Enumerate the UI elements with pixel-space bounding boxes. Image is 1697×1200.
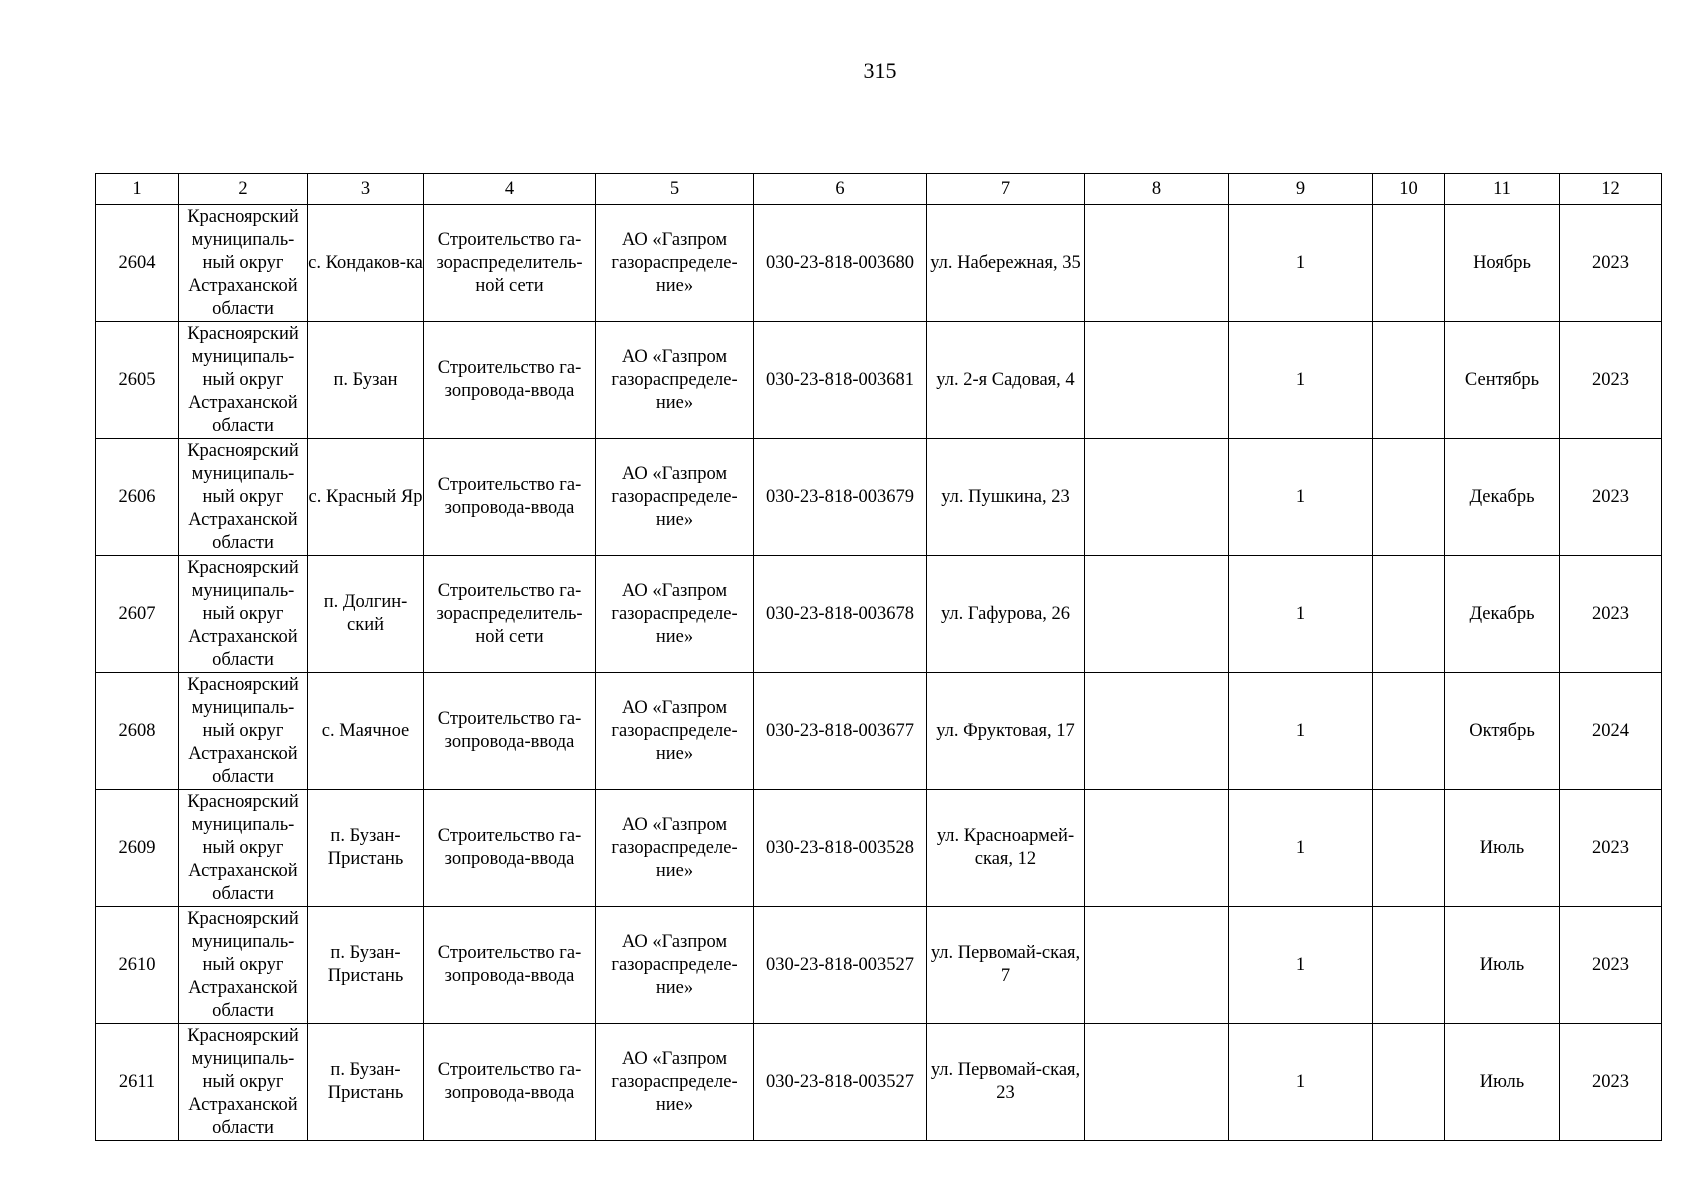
work-type-cell: Строительство га-зораспределитель-ной сети [424, 205, 596, 322]
column-8-cell [1085, 322, 1229, 439]
column-header: 3 [308, 174, 424, 205]
table-body [96, 205, 1662, 1141]
work-type-cell: Строительство га-зопровода-ввода [424, 673, 596, 790]
settlement-cell: п. Бузан [308, 322, 424, 439]
column-header: 9 [1229, 174, 1373, 205]
month-cell: Декабрь [1445, 439, 1560, 556]
work-type-cell: Строительство га-зораспределитель-ной сети [424, 556, 596, 673]
month-cell: Декабрь [1445, 556, 1560, 673]
column-10-cell [1373, 322, 1445, 439]
work-type-cell: Строительство га-зопровода-ввода [424, 322, 596, 439]
header-row [96, 174, 1662, 205]
month-cell: Ноябрь [1445, 205, 1560, 322]
object-code-cell: 030-23-818-003527 [754, 907, 927, 1024]
column-8-cell [1085, 790, 1229, 907]
year-cell: 2023 [1560, 322, 1662, 439]
table-row [96, 673, 1662, 790]
page-number: 315 [863, 58, 897, 83]
settlement-cell: с. Маячное [308, 673, 424, 790]
organization-cell: АО «Газпром газораспределе-ние» [596, 439, 754, 556]
table-row [96, 556, 1662, 673]
municipality-cell: Красноярский муниципаль-ный округ Астраханской области [179, 907, 308, 1024]
work-type-cell: Строительство га-зопровода-ввода [424, 907, 596, 1024]
column-10-cell [1373, 1024, 1445, 1141]
organization-cell: АО «Газпром газораспределе-ние» [596, 673, 754, 790]
address-cell: ул. Первомай-ская, 23 [927, 1024, 1085, 1141]
table-row [96, 1024, 1662, 1141]
settlement-cell: п. Долгин-ский [308, 556, 424, 673]
settlement-cell: п. Бузан-Пристань [308, 1024, 424, 1141]
column-header: 5 [596, 174, 754, 205]
year-cell: 2023 [1560, 439, 1662, 556]
column-header: 11 [1445, 174, 1560, 205]
address-cell: ул. Гафурова, 26 [927, 556, 1085, 673]
column-10-cell [1373, 790, 1445, 907]
month-cell: Октябрь [1445, 673, 1560, 790]
column-header: 1 [96, 174, 179, 205]
quantity-cell: 1 [1229, 322, 1373, 439]
row-number-cell: 2607 [96, 556, 179, 673]
organization-cell: АО «Газпром газораспределе-ние» [596, 556, 754, 673]
quantity-cell: 1 [1229, 439, 1373, 556]
row-number-cell: 2610 [96, 907, 179, 1024]
column-8-cell [1085, 556, 1229, 673]
quantity-cell: 1 [1229, 556, 1373, 673]
settlement-cell: п. Бузан-Пристань [308, 790, 424, 907]
work-type-cell: Строительство га-зопровода-ввода [424, 439, 596, 556]
work-type-cell: Строительство га-зопровода-ввода [424, 1024, 596, 1141]
municipality-cell: Красноярский муниципаль-ный округ Астраханской области [179, 556, 308, 673]
year-cell: 2023 [1560, 907, 1662, 1024]
object-code-cell: 030-23-818-003677 [754, 673, 927, 790]
municipality-cell: Красноярский муниципаль-ный округ Астраханской области [179, 439, 308, 556]
column-header: 6 [754, 174, 927, 205]
year-cell: 2024 [1560, 673, 1662, 790]
table-row [96, 322, 1662, 439]
table-row [96, 439, 1662, 556]
table-row [96, 205, 1662, 322]
month-cell: Июль [1445, 790, 1560, 907]
row-number-cell: 2604 [96, 205, 179, 322]
municipality-cell: Красноярский муниципаль-ный округ Астраханской области [179, 1024, 308, 1141]
object-code-cell: 030-23-818-003681 [754, 322, 927, 439]
settlement-cell: с. Красный Яр [308, 439, 424, 556]
column-header: 2 [179, 174, 308, 205]
year-cell: 2023 [1560, 556, 1662, 673]
address-cell: ул. 2-я Садовая, 4 [927, 322, 1085, 439]
column-header: 12 [1560, 174, 1662, 205]
month-cell: Июль [1445, 1024, 1560, 1141]
month-cell: Июль [1445, 907, 1560, 1024]
organization-cell: АО «Газпром газораспределе-ние» [596, 205, 754, 322]
column-10-cell [1373, 673, 1445, 790]
municipality-cell: Красноярский муниципаль-ный округ Астраханской области [179, 790, 308, 907]
row-number-cell: 2611 [96, 1024, 179, 1141]
column-8-cell [1085, 673, 1229, 790]
column-header: 4 [424, 174, 596, 205]
column-8-cell [1085, 1024, 1229, 1141]
object-code-cell: 030-23-818-003528 [754, 790, 927, 907]
work-type-cell: Строительство га-зопровода-ввода [424, 790, 596, 907]
row-number-cell: 2606 [96, 439, 179, 556]
column-8-cell [1085, 205, 1229, 322]
column-10-cell [1373, 205, 1445, 322]
table-header [96, 174, 1662, 205]
column-10-cell [1373, 907, 1445, 1024]
column-8-cell [1085, 439, 1229, 556]
column-header: 7 [927, 174, 1085, 205]
column-10-cell [1373, 556, 1445, 673]
address-cell: ул. Набережная, 35 [927, 205, 1085, 322]
address-cell: ул. Первомай-ская, 7 [927, 907, 1085, 1024]
table-row [96, 790, 1662, 907]
object-code-cell: 030-23-818-003678 [754, 556, 927, 673]
address-cell: ул. Фруктовая, 17 [927, 673, 1085, 790]
organization-cell: АО «Газпром газораспределе-ние» [596, 1024, 754, 1141]
year-cell: 2023 [1560, 790, 1662, 907]
quantity-cell: 1 [1229, 907, 1373, 1024]
year-cell: 2023 [1560, 205, 1662, 322]
quantity-cell: 1 [1229, 673, 1373, 790]
organization-cell: АО «Газпром газораспределе-ние» [596, 790, 754, 907]
quantity-cell: 1 [1229, 205, 1373, 322]
organization-cell: АО «Газпром газораспределе-ние» [596, 907, 754, 1024]
column-10-cell [1373, 439, 1445, 556]
row-number-cell: 2609 [96, 790, 179, 907]
settlement-cell: с. Кондаков-ка [308, 205, 424, 322]
municipality-cell: Красноярский муниципаль-ный округ Астраханской области [179, 322, 308, 439]
settlement-cell: п. Бузан-Пристань [308, 907, 424, 1024]
municipality-cell: Красноярский муниципаль-ный округ Астраханской области [179, 673, 308, 790]
column-8-cell [1085, 907, 1229, 1024]
row-number-cell: 2608 [96, 673, 179, 790]
municipality-cell: Красноярский муниципаль-ный округ Астраханской области [179, 205, 308, 322]
year-cell: 2023 [1560, 1024, 1662, 1141]
column-header: 10 [1373, 174, 1445, 205]
object-code-cell: 030-23-818-003680 [754, 205, 927, 322]
table-row [96, 907, 1662, 1024]
column-header: 8 [1085, 174, 1229, 205]
address-cell: ул. Красноармей-ская, 12 [927, 790, 1085, 907]
address-cell: ул. Пушкина, 23 [927, 439, 1085, 556]
registry-table [95, 173, 1662, 1141]
month-cell: Сентябрь [1445, 322, 1560, 439]
row-number-cell: 2605 [96, 322, 179, 439]
organization-cell: АО «Газпром газораспределе-ние» [596, 322, 754, 439]
quantity-cell: 1 [1229, 1024, 1373, 1141]
object-code-cell: 030-23-818-003527 [754, 1024, 927, 1141]
object-code-cell: 030-23-818-003679 [754, 439, 927, 556]
quantity-cell: 1 [1229, 790, 1373, 907]
